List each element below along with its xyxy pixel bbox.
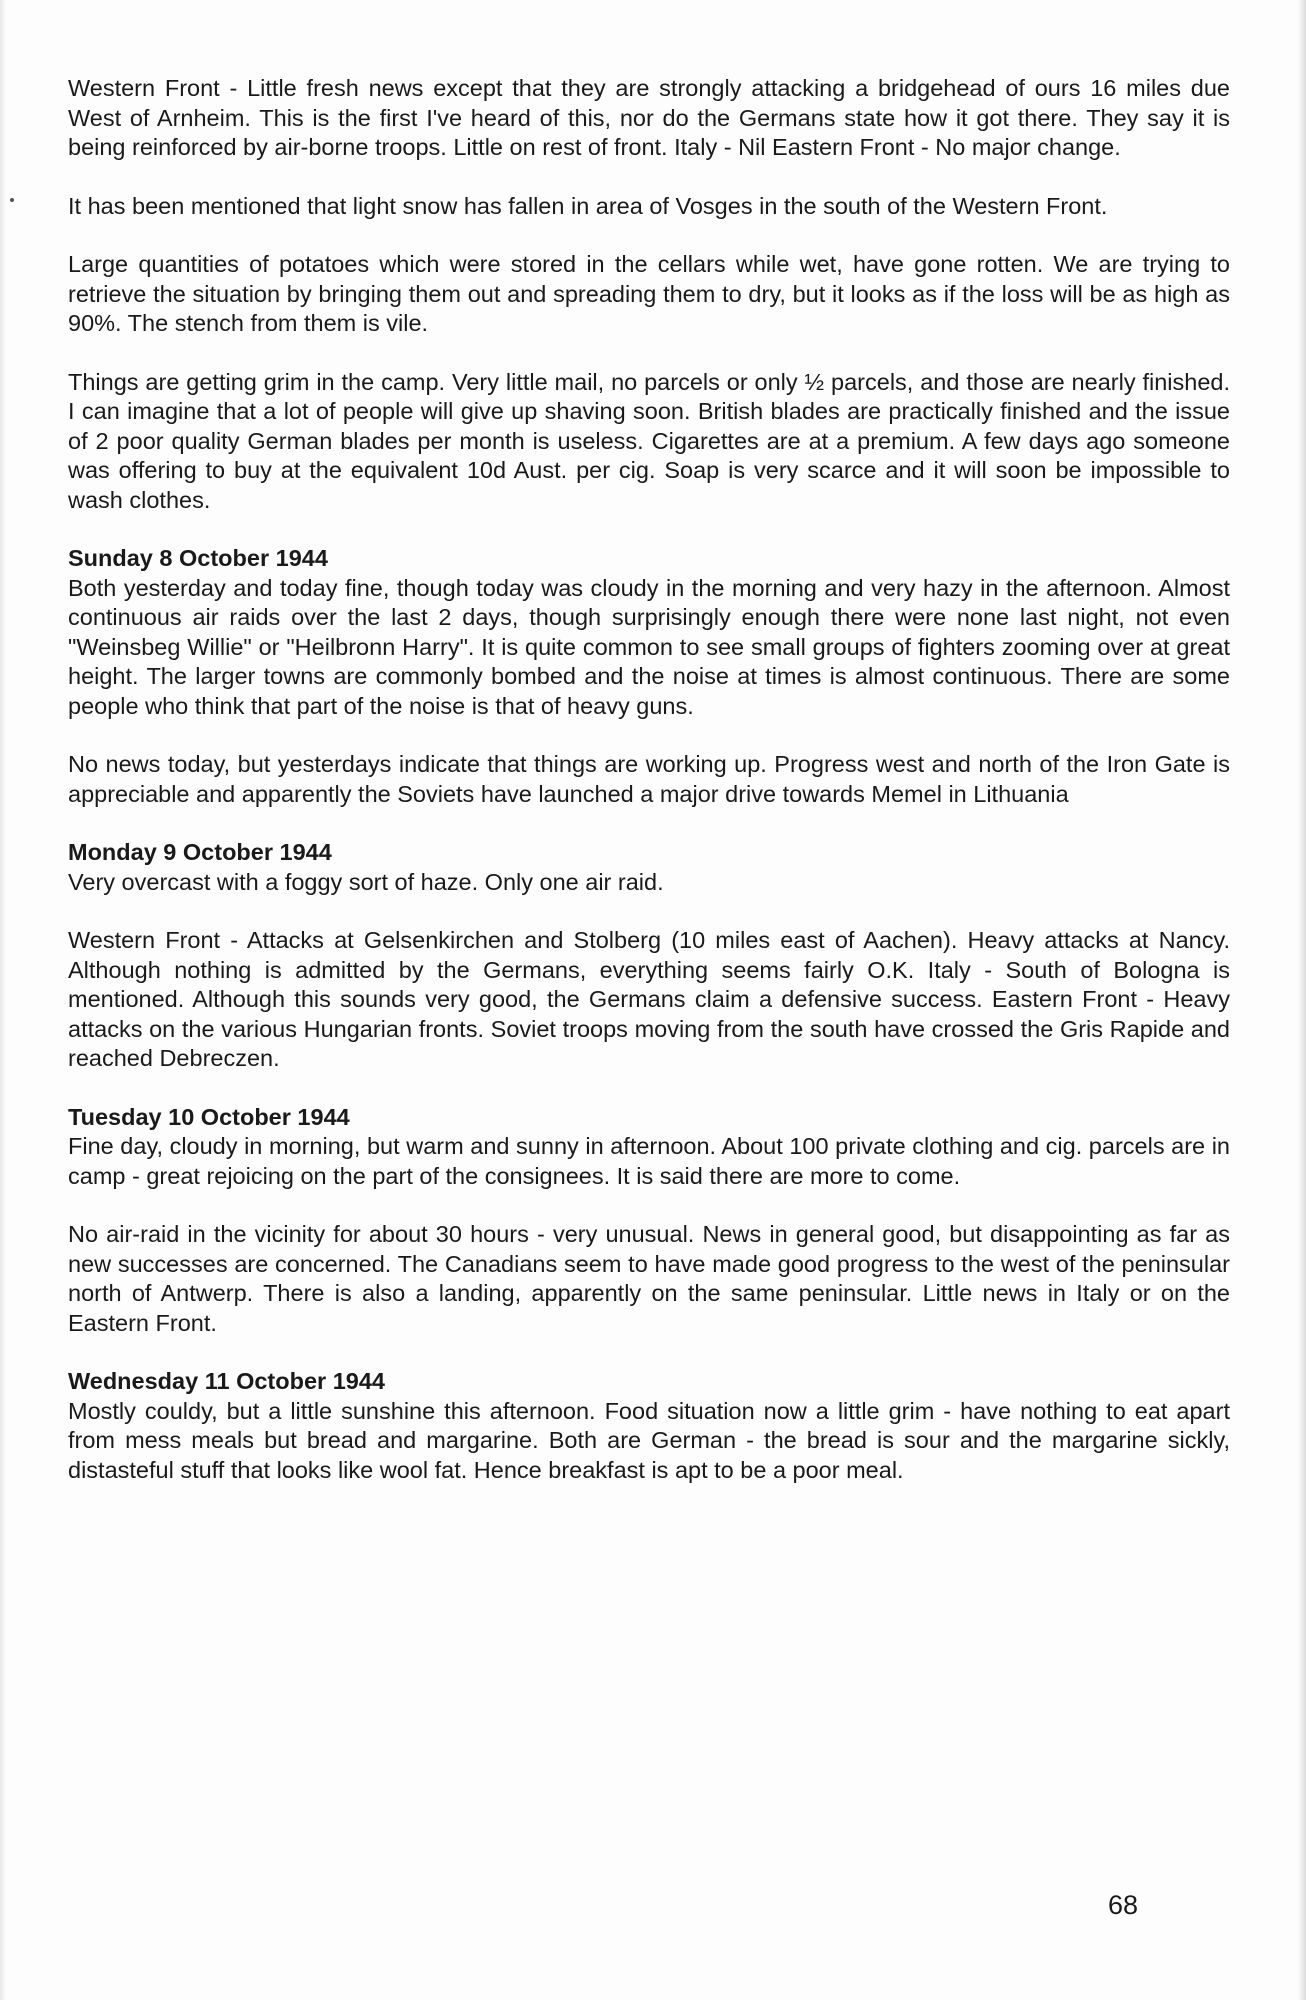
- diary-entry-monday-9-october: [68, 838, 1230, 1074]
- entry-paragraph: Mostly couldy, but a little sunshine this afternoon. Food situation now a little grim - have nothing to eat apart from mess meals but bread and margarine. Both are German - the bread is sour and the margarine sickly, distasteful stuff that looks like wool fat. Hence breakfast is apt to be a poor meal.: [68, 1397, 1230, 1483]
- entry-date-heading: Monday 9 October 1944: [68, 839, 332, 865]
- entry-paragraph: No air-raid in the vicinity for about 30 hours - very unusual. News in general good, but disappointing as far as new successes are concerned. The Canadians seem to have made good progress to the west of the peninsular north of Antwerp. There is also a landing, apparently on the same peninsular. Little news in Italy or on the Eastern Front.: [68, 1221, 1230, 1336]
- diary-entry-tuesday-10-october: [68, 1103, 1230, 1339]
- entry-paragraph: No news today, but yesterdays indicate that things are working up. Progress west and north of the Iron Gate is appreciable and apparently the Soviets have launched a major drive towards Memel in Lithuania: [68, 751, 1230, 807]
- diary-text-body: [68, 74, 1230, 1514]
- entry-date-heading: Sunday 8 October 1944: [68, 545, 328, 571]
- diary-entry-sunday-8-october: [68, 544, 1230, 809]
- intro-paragraph-snow: It has been mentioned that light snow has fallen in area of Vosges in the south of the Western Front.: [68, 192, 1108, 219]
- entry-date-heading: Wednesday 11 October 1944: [68, 1368, 385, 1394]
- margin-speck: [10, 198, 14, 202]
- diary-entry-wednesday-11-october: [68, 1367, 1230, 1485]
- intro-paragraph-potatoes: Large quantities of potatoes which were stored in the cellars while wet, have gone rotten. We are trying to retrieve the situation by bringing them out and spreading them to dry, but it looks as if the loss will be as high as 90%. The stench from them is vile.: [68, 251, 1230, 336]
- entry-paragraph: Fine day, cloudy in morning, but warm and sunny in afternoon. About 100 private clothing and cig. parcels are in camp - great rejoicing on the part of the consignees. It is said there are more to come.: [68, 1133, 1230, 1189]
- entry-date-heading: Tuesday 10 October 1944: [68, 1103, 350, 1130]
- scan-left-edge-shadow: [0, 0, 6, 2000]
- entry-paragraph: Both yesterday and today fine, though today was cloudy in the morning and very hazy in the afternoon. Almost continuous air raids over the last 2 days, though surprisingly enough there were none last night, not even "Weinsbeg Willie" or "Heilbronn Harry". It is quite common to see small groups of fighters zooming over at great height. The larger towns are commonly bombed and the noise at times is almost continuous. There are some people who think that part of the noise is that of heavy guns.: [68, 574, 1230, 719]
- page-number: 68: [1108, 1890, 1139, 1920]
- intro-paragraph-western-front: Western Front - Little fresh news except that they are strongly attacking a bridgehead of ours 16 miles due West of Arnheim. This is the first I've heard of this, nor do the Germans state how it got there. They say it is being reinforced by air-borne troops. Little on rest of front. Italy - Nil Eastern Front - No major change.: [68, 75, 1230, 160]
- entry-paragraph: Very overcast with a foggy sort of haze. Only one air raid.: [68, 868, 664, 895]
- scan-right-edge-shadow: [1298, 0, 1306, 2000]
- entry-paragraph: Western Front - Attacks at Gelsenkirchen and Stolberg (10 miles east of Aachen). Heavy attacks at Nancy. Although nothing is admitted by the Germans, everything seems fairly O.K. Italy - South of Bologna is mentioned. Although this sounds very good, the Germans claim a defensive success. Eastern Front - Heavy attacks on the various Hungarian fronts. Soviet troops moving from the south have crossed the Gris Rapide and reached Debreczen.: [68, 927, 1230, 1071]
- intro-paragraph-camp-conditions: Things are getting grim in the camp. Very little mail, no parcels or only ½ parcels, and those are nearly finished. I can imagine that a lot of people will give up shaving soon. British blades are practically finished and the issue of 2 poor quality German blades per month is useless. Cigarettes are at a premium. A few days ago someone was offering to buy at the equivalent 10d Aust. per cig. Soap is very scarce and it will soon be impossible to wash clothes.: [68, 368, 1230, 513]
